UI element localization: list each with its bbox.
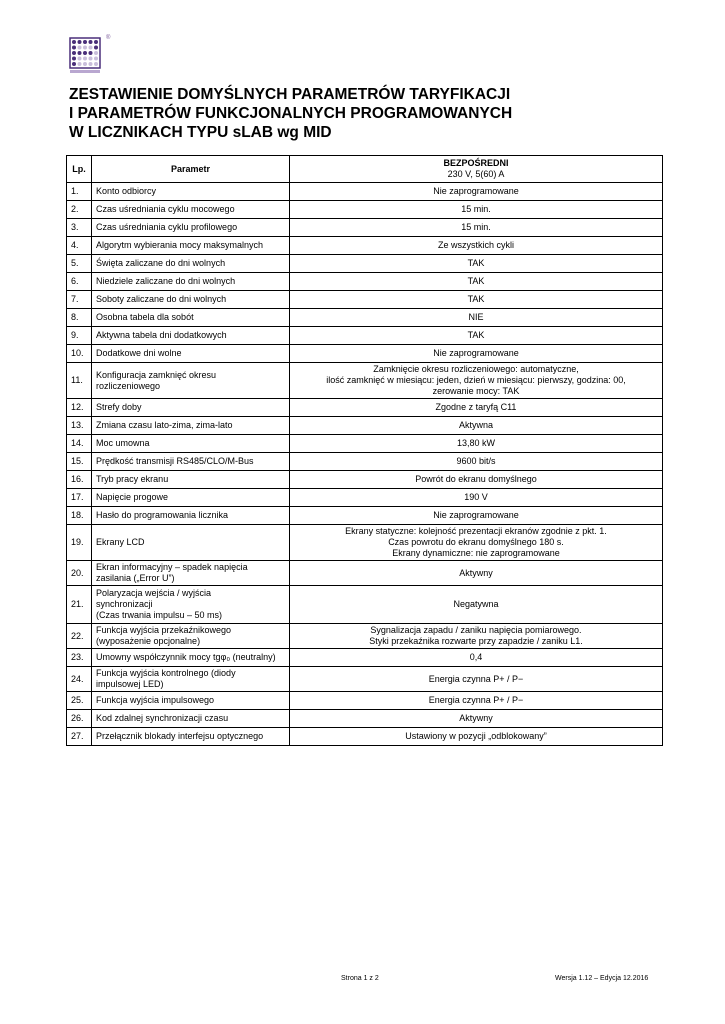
table-row [67, 507, 663, 525]
row-value: Aktywny [290, 561, 663, 586]
row-value: TAK [290, 327, 663, 345]
row-number: 19. [67, 525, 92, 561]
row-number: 22. [67, 624, 92, 649]
table-row [67, 363, 663, 399]
row-parameter: Aktywna tabela dni dodatkowych [92, 327, 290, 345]
row-parameter: Konfiguracja zamknięć okresu rozliczeniowego [92, 363, 290, 399]
row-number: 1. [67, 183, 92, 201]
row-number: 27. [67, 728, 92, 746]
row-parameter: Hasło do programowania licznika [92, 507, 290, 525]
row-number: 13. [67, 417, 92, 435]
row-parameter: Czas uśredniania cyklu profilowego [92, 219, 290, 237]
row-value: TAK [290, 255, 663, 273]
table-row [67, 291, 663, 309]
row-value: Nie zaprogramowane [290, 345, 663, 363]
table-row [67, 327, 663, 345]
title-line-1: ZESTAWIENIE DOMYŚLNYCH PARAMETRÓW TARYFIKACJI [69, 86, 511, 103]
row-value: Zamknięcie okresu rozliczeniowego: automatyczne, ilość zamknięć w miesiącu: jeden, dzień w miesiącu: pierwszy, godzina: 00, zerowanie mocy: TAK [290, 363, 663, 399]
row-number: 5. [67, 255, 92, 273]
row-value: Energia czynna P+ / P− [290, 667, 663, 692]
row-number: 15. [67, 453, 92, 471]
row-value: Sygnalizacja zapadu / zaniku napięcia pomiarowego. Styki przekaźnika rozwarte przy zapadzie / zaniku L1. [290, 624, 663, 649]
row-parameter: Kod zdalnej synchronizacji czasu [92, 710, 290, 728]
row-number: 17. [67, 489, 92, 507]
row-number: 26. [67, 710, 92, 728]
row-number: 24. [67, 667, 92, 692]
row-parameter: Osobna tabela dla sobót [92, 309, 290, 327]
row-parameter: Umowny współczynnik mocy tgφ₀ (neutralny) [92, 649, 290, 667]
table-row [67, 453, 663, 471]
row-value: Zgodne z taryfą C11 [290, 399, 663, 417]
table-row [67, 624, 663, 649]
row-value: Ze wszystkich cykli [290, 237, 663, 255]
title-line-2: I PARAMETRÓW FUNKCJONALNYCH PROGRAMOWANYCH [69, 105, 513, 122]
row-value: Ustawiony w pozycji „odblokowany” [290, 728, 663, 746]
row-number: 3. [67, 219, 92, 237]
row-value: Negatywna [290, 586, 663, 624]
row-number: 21. [67, 586, 92, 624]
header-value-main: BEZPOŚREDNI [443, 158, 509, 168]
row-value: 190 V [290, 489, 663, 507]
table-row [67, 237, 663, 255]
row-parameter: Funkcja wyjścia przekaźnikowego (wyposażenie opcjonalne) [92, 624, 290, 649]
logo-dot-grid-icon [69, 37, 107, 75]
row-number: 16. [67, 471, 92, 489]
table-row [67, 667, 663, 692]
header-param: Parametr [92, 156, 290, 183]
row-parameter: Funkcja wyjścia impulsowego [92, 692, 290, 710]
table-row [67, 471, 663, 489]
row-parameter: Czas uśredniania cyklu mocowego [92, 201, 290, 219]
document-title [69, 85, 669, 142]
row-parameter: Ekrany LCD [92, 525, 290, 561]
row-number: 18. [67, 507, 92, 525]
row-number: 14. [67, 435, 92, 453]
title-line-3: W LICZNIKACH TYPU sLAB wg MID [69, 124, 332, 141]
row-number: 23. [67, 649, 92, 667]
header-lp: Lp. [67, 156, 92, 183]
row-parameter: Polaryzacja wejścia / wyjścia synchronizacji (Czas trwania impulsu – 50 ms) [92, 586, 290, 624]
row-number: 2. [67, 201, 92, 219]
table-row [67, 255, 663, 273]
row-parameter: Moc umowna [92, 435, 290, 453]
table-row [67, 710, 663, 728]
row-value: TAK [290, 291, 663, 309]
table-row [67, 435, 663, 453]
table-row [67, 183, 663, 201]
row-parameter: Ekran informacyjny – spadek napięcia zasilania („Error U”) [92, 561, 290, 586]
row-number: 11. [67, 363, 92, 399]
row-number: 9. [67, 327, 92, 345]
header-value [290, 156, 663, 183]
table-row [67, 309, 663, 327]
table-row [67, 692, 663, 710]
row-number: 12. [67, 399, 92, 417]
header-value-sub: 230 V, 5(60) A [447, 169, 505, 179]
table-row [67, 561, 663, 586]
table-row [67, 399, 663, 417]
table-row [67, 489, 663, 507]
row-number: 6. [67, 273, 92, 291]
row-parameter: Funkcja wyjścia kontrolnego (diody impulsowej LED) [92, 667, 290, 692]
row-parameter: Konto odbiorcy [92, 183, 290, 201]
row-value: 13,80 kW [290, 435, 663, 453]
row-number: 20. [67, 561, 92, 586]
table-row [67, 201, 663, 219]
row-parameter: Niedziele zaliczane do dni wolnych [92, 273, 290, 291]
table-row [67, 525, 663, 561]
row-parameter: Święta zaliczane do dni wolnych [92, 255, 290, 273]
row-number: 25. [67, 692, 92, 710]
row-value: Nie zaprogramowane [290, 507, 663, 525]
row-value: Energia czynna P+ / P− [290, 692, 663, 710]
table-row [67, 219, 663, 237]
table-header-row [67, 156, 663, 183]
row-value: 15 min. [290, 219, 663, 237]
row-value: 0,4 [290, 649, 663, 667]
table-row [67, 345, 663, 363]
row-value: Powrót do ekranu domyślnego [290, 471, 663, 489]
row-value: TAK [290, 273, 663, 291]
page-number: Strona 1 z 2 [341, 975, 379, 982]
table-row [67, 649, 663, 667]
row-value: 9600 bit/s [290, 453, 663, 471]
row-value: Aktywny [290, 710, 663, 728]
table-row [67, 728, 663, 746]
parameters-table [66, 155, 663, 746]
row-value: NIE [290, 309, 663, 327]
row-value: 15 min. [290, 201, 663, 219]
row-parameter: Dodatkowe dni wolne [92, 345, 290, 363]
row-number: 4. [67, 237, 92, 255]
row-number: 8. [67, 309, 92, 327]
row-parameter: Strefy doby [92, 399, 290, 417]
table-row [67, 273, 663, 291]
row-parameter: Przełącznik blokady interfejsu optycznego [92, 728, 290, 746]
row-parameter: Tryb pracy ekranu [92, 471, 290, 489]
row-parameter: Soboty zaliczane do dni wolnych [92, 291, 290, 309]
row-value: Nie zaprogramowane [290, 183, 663, 201]
row-parameter: Zmiana czasu lato-zima, zima-lato [92, 417, 290, 435]
row-number: 7. [67, 291, 92, 309]
company-logo: ® [69, 37, 107, 75]
table-row [67, 417, 663, 435]
row-parameter: Algorytm wybierania mocy maksymalnych [92, 237, 290, 255]
table-row [67, 586, 663, 624]
row-parameter: Prędkość transmisji RS485/CLO/M-Bus [92, 453, 290, 471]
row-value: Aktywna [290, 417, 663, 435]
row-value: Ekrany statyczne: kolejność prezentacji ekranów zgodnie z pkt. 1. Czas powrotu do ekranu domyślnego 180 s. Ekrany dynamiczne: nie zaprogramowane [290, 525, 663, 561]
version-info: Wersja 1.12 – Edycja 12.2016 [555, 975, 649, 982]
row-parameter: Napięcie progowe [92, 489, 290, 507]
row-number: 10. [67, 345, 92, 363]
